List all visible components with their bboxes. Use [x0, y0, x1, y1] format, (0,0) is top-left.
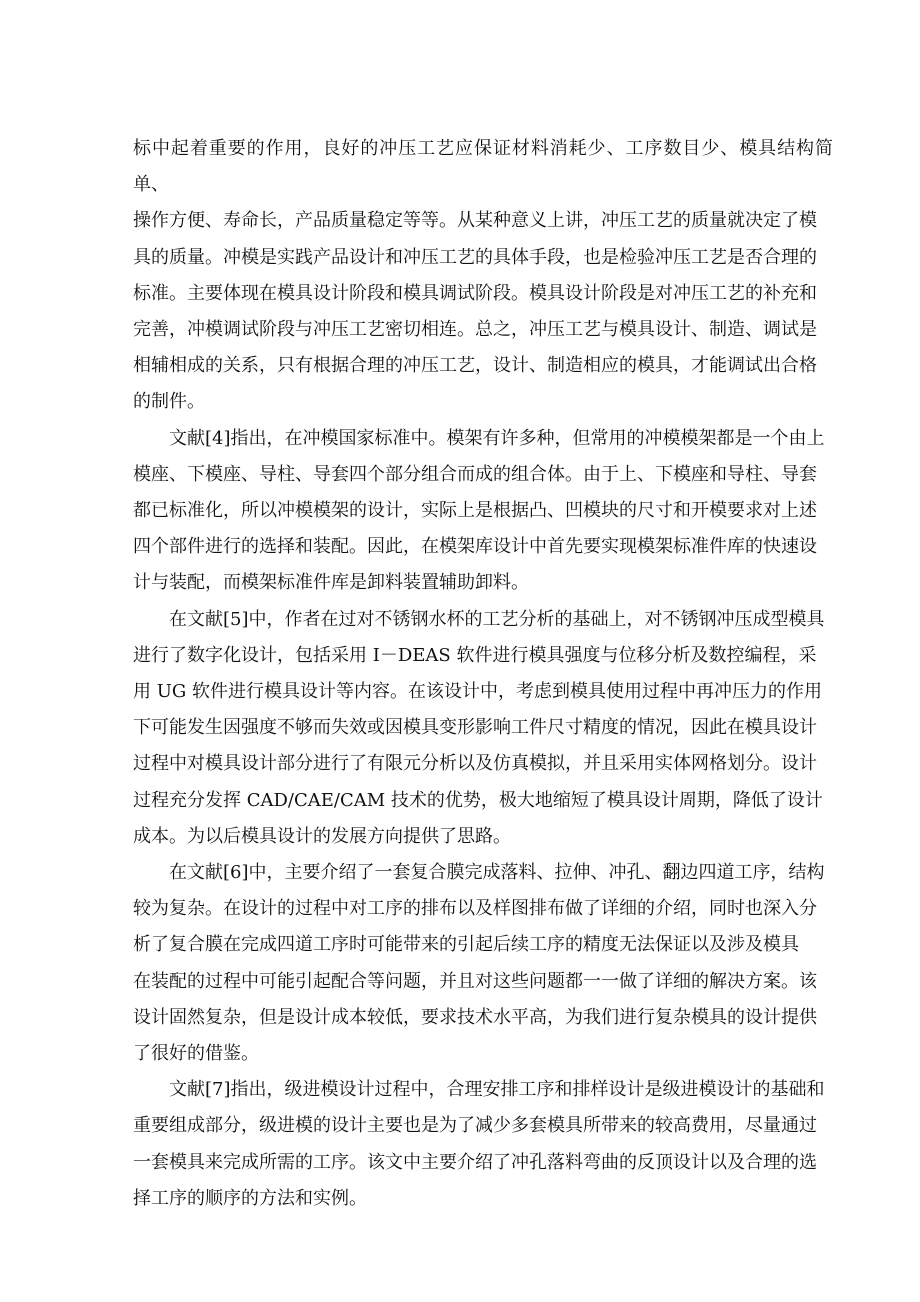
paragraph-continuation: 标中起着重要的作用，良好的冲压工艺应保证材料消耗少、工序数目少、模具结构简单、 操作方便、寿命长，产品质量稳定等等。从某种意义上讲，冲压工艺的质量就决定了模 具的质量。冲模是实践产品设计和冲压工艺的具体手段，也是检验冲压工艺是否合理的 标准。主要体现在模具设计阶段和模具调试阶段。模具设计阶段是对冲压工艺的补充和 完善，冲模调试阶段与冲压工艺密切相连。总之，冲压工艺与模具设计、制造、调试是 相辅相成的关系，只有根据合理的冲压工艺，设计、制造相应的模具，才能调试出合格 的制件。 [133, 138, 833, 413]
paragraph-reference-6: 在文献[6]中，主要介绍了一套复合膜完成落料、拉伸、冲孔、翻边四道工序，结构 较为复杂。在设计的过程中对工序的排布以及样图排布做了详细的介绍，同时也深入分 析了复合膜在完成四道工序时可能带来的引起后续工序的精度无法保证以及涉及模具 在装配的过程中可能引起配合等问题，并且对这些问题都一一做了详细的解决方案。该 设计固然复杂，但是设计成本较低，要求技术水平高，为我们进行复杂模具的设计提供 了很好的借鉴。 [133, 862, 825, 1065]
paragraph-reference-5: 在文献[5]中，作者在过对不锈钢水杯的工艺分析的基础上，对不锈钢冲压成型模具 进行了数字化设计，包括采用 I－DEAS 软件进行模具强度与位移分析及数控编程，采 用 UG 软件进行模具设计等内容。在该设计中，考虑到模具使用过程中再冲压力的作用 下可能发生因强度不够而失效或因模具变形影响工件尺寸精度的情况，因此在模具设计 过程中对模具设计部分进行了有限元分析以及仿真模拟，并且采用实体网格划分。设计 过程充分发挥 CAD/CAE/CAM 技术的优势，极大地缩短了模具设计周期，降低了设计 成本。为以后模具设计的发展方向提供了思路。 [133, 608, 825, 847]
paragraph-reference-4: 文献[4]指出，在冲模国家标准中。模架有许多种，但常用的冲模模架都是一个由上 模座、下模座、导柱、导套四个部分组合而成的组合体。由于上、下模座和导柱、导套 都已标准化，所以冲模模架的设计，实际上是根据凸、凹模块的尺寸和开模要求对上述 四个部件进行的选择和装配。因此，在模架库设计中首先要实现模架标准件库的快速设 计与装配，而模架标准件库是卸料装置辅助卸料。 [133, 427, 825, 594]
document-body [133, 131, 833, 1217]
paragraph-reference-7: 文献[7]指出，级进模设计过程中，合理安排工序和排样设计是级进模设计的基础和 重要组成部分，级进模的设计主要也是为了减少多套模具所带来的较高费用，尽量通过 一套模具来完成所需的工序。该文中主要介绍了冲孔落料弯曲的反顶设计以及合理的选 择工序的顺序的方法和实例。 [133, 1079, 825, 1209]
